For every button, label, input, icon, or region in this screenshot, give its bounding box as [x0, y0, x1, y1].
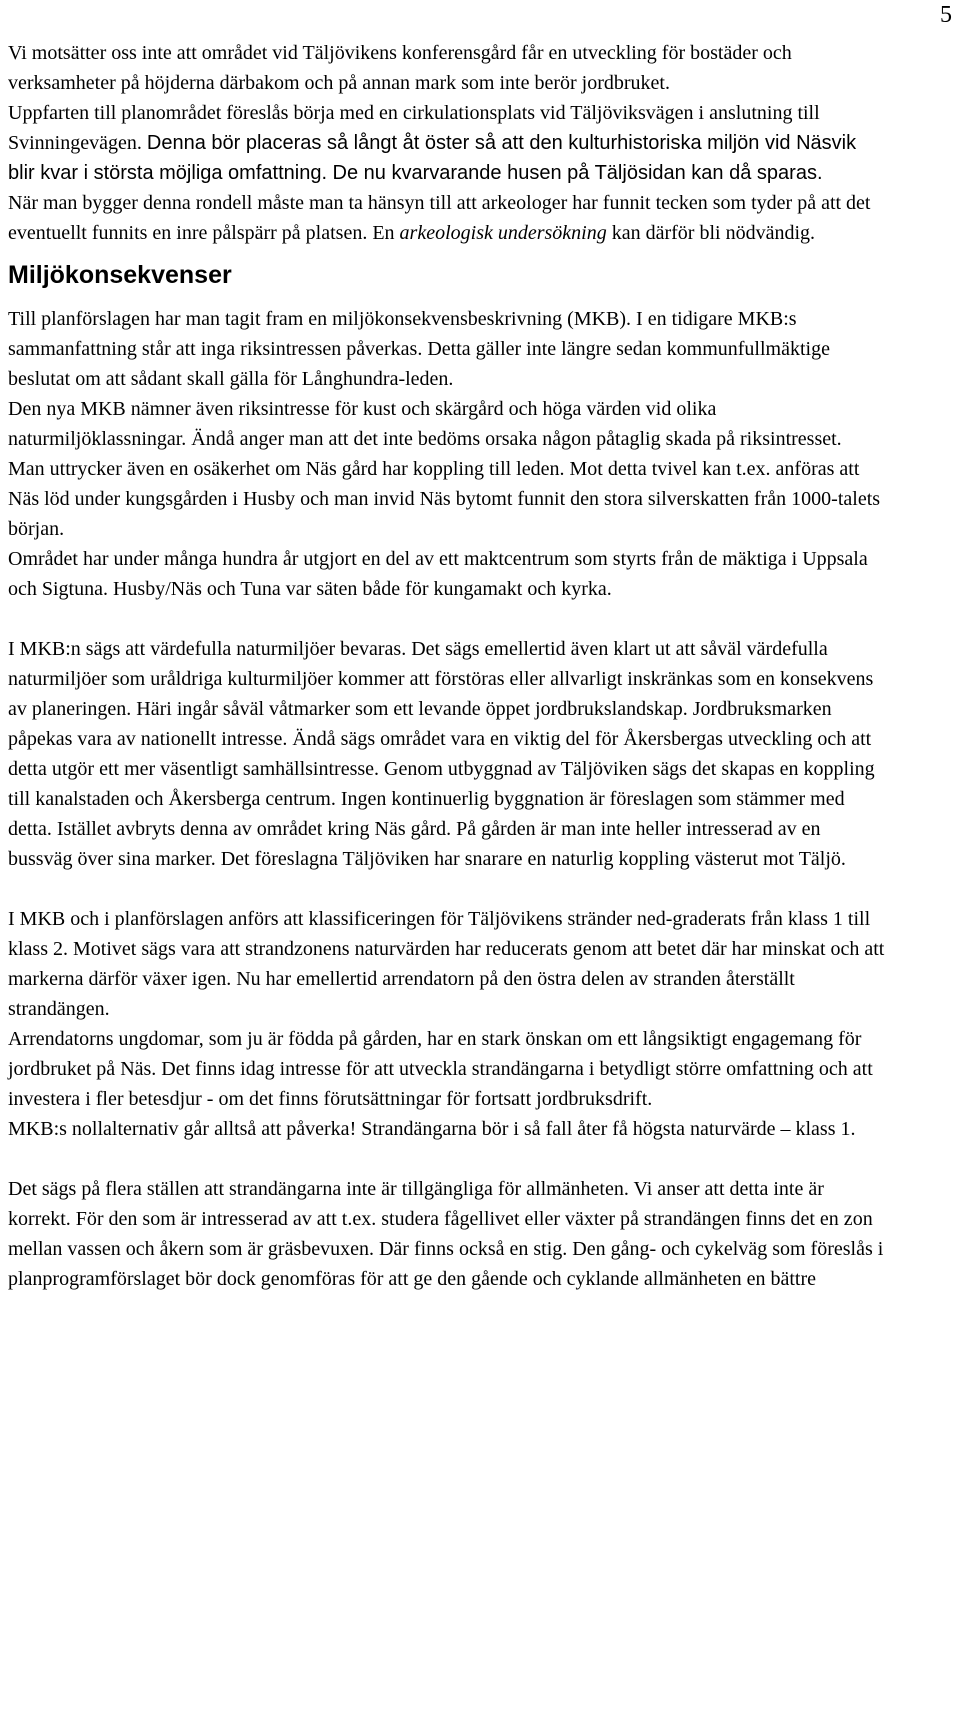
- section-paragraph-1: Till planförslagen har man tagit fram en miljökonsekvensbeskrivning (MKB). I en tidigare MKB:s sammanfattning står att inga riksintressen påverkas. Detta gäller inte längre sedan kommunfullmäktige beslutat om att sådant skall gälla för Långhundra-leden.: [8, 308, 830, 390]
- intro-paragraph-2: [8, 98, 888, 188]
- paragraph-gap: [8, 604, 888, 634]
- intro-paragraph-3-emphasis: arkeologisk undersökning: [399, 222, 607, 244]
- section-paragraph-3: Man uttrycker även en osäkerhet om Näs gård har koppling till leden. Mot detta tvivel kan t.ex. anföras att Näs löd under kungsgården i Husby och man invid Näs bytomt funnit den stora silverskatten från 1000-talets början.: [8, 458, 881, 540]
- section-paragraph-7: Arrendatorns ungdomar, som ju är födda på gården, har en stark önskan om ett långsiktigt engagemang för jordbruket på Näs. Det finns idag intresse för att utveckla strandängarna i betydligt större omfattning och att investera i fler betesdjur - om det finns förutsättningar för fortsatt jordbruksdrift.: [8, 1028, 873, 1110]
- section-paragraph-9: Det sägs på flera ställen att strandängarna inte är tillgängliga för allmänheten. Vi anser att detta inte är korrekt. För den som är intresserad av att t.ex. studera fågellivet eller växter på strandängen finns det en zon mellan vassen och åkern som är gräsbevuxen. Där finns också en stig. Den gång- och cykelväg som föreslås i planprogramförslaget bör dock genomföras för att ge den gående och cyklande allmänheten en bättre: [8, 1178, 884, 1290]
- paragraph-gap: [8, 874, 888, 904]
- intro-paragraph-1: Vi motsätter oss inte att området vid Täljövikens konferensgård får en utveckling för bostäder och verksamheter på höjderna därbakom och på annan mark som inte berör jordbruket.: [8, 42, 792, 94]
- section-paragraph-8: MKB:s nollalternativ går alltså att påverka! Strandängarna bör i så fall åter få högsta naturvärde – klass 1.: [8, 1118, 856, 1140]
- section-paragraph-2: Den nya MKB nämner även riksintresse för kust och skärgård och höga värden vid olika naturmiljöklassningar. Ändå anger man att det inte bedöms orsaka någon påtaglig skada på riksintresset.: [8, 398, 842, 450]
- intro-paragraph-3-part-1: När man bygger denna rondell måste man ta hänsyn till att arkeologer har funnit tecken som tyder på att det eventuellt funnits en inre pålspärr på platsen. En: [8, 192, 871, 244]
- intro-paragraph-2-part-2: Denna bör placeras så långt åt öster så att den kulturhistoriska miljön vid Näsvik blir kvar i största möjliga omfattning. De nu kvarvarande husen på Täljösidan kan då sparas.: [8, 132, 857, 184]
- document-body: [8, 38, 888, 1294]
- section-heading: Miljökonsekvenser: [8, 261, 232, 289]
- section-paragraph-5: I MKB:n sägs att värdefulla naturmiljöer bevaras. Det sägs emellertid även klart ut att såväl värdefulla naturmiljöer som uråldriga kulturmiljöer kommer att förstöras eller allvarligt inskränkas som en konsekvens av planeringen. Häri ingår såväl våtmarker som ett levande öppet jordbrukslandskap. Jordbruksmarken påpekas vara av nationellt intresse. Ändå sägs området vara en viktig del för Åkersbergas utveckling och att detta utgör ett mer väsentligt samhällsintresse. Genom utbyggnad av Täljöviken sägs det skapas en koppling till kanalstaden och Åkersberga centrum. Ingen kontinuerlig byggnation är föreslagen som stämmer med detta. Istället avbryts denna av området kring Näs gård. På gården är man inte heller intresserad av en bussväg över sina marker. Det föreslagna Täljöviken har snarare en naturlig koppling västerut mot Täljö.: [8, 638, 875, 870]
- paragraph-gap: [8, 1144, 888, 1174]
- section-paragraph-4: Området har under många hundra år utgjort en del av ett maktcentrum som styrts från de mäktiga i Uppsala och Sigtuna. Husby/Näs och Tuna var säten både för kungamakt och kyrka.: [8, 548, 868, 600]
- intro-paragraph-3: [8, 188, 888, 248]
- section-paragraph-6: I MKB och i planförslagen anförs att klassificeringen för Täljövikens stränder ned-graderats från klass 1 till klass 2. Motivet sägs vara att strandzonens naturvärden har reducerats genom att betet där har minskat och att markerna därför växer igen. Nu har emellertid arrendatorn på den östra delen av stranden återställt strandängen.: [8, 908, 885, 1020]
- intro-paragraph-2-part-1: Uppfarten till planområdet föreslås börja med en cirkulationsplats vid Täljöviksvägen i anslutning till Svinningevägen.: [8, 102, 820, 154]
- intro-paragraph-3-part-2: kan därför bli nödvändig.: [611, 222, 816, 244]
- page-number: 5: [940, 2, 952, 28]
